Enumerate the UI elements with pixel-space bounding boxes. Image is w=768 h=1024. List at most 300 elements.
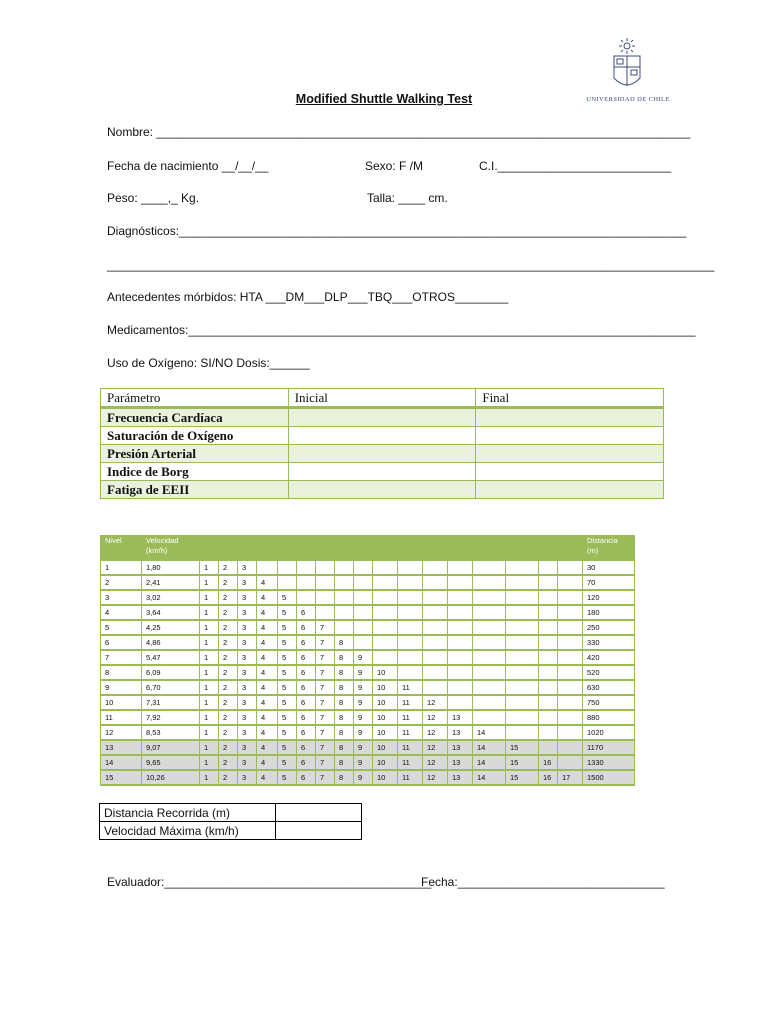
shuttle-cell[interactable]: 1: [200, 725, 219, 740]
shuttle-cell[interactable]: 2: [219, 561, 238, 576]
shuttle-cell[interactable]: 5: [278, 605, 297, 620]
level-number: 9: [101, 680, 142, 695]
shuttle-cell[interactable]: [473, 605, 506, 620]
shuttle-cell[interactable]: [398, 620, 423, 635]
shuttle-cell[interactable]: 10: [373, 680, 398, 695]
shuttle-cell[interactable]: [506, 665, 539, 680]
shuttle-cell[interactable]: 10: [373, 725, 398, 740]
shuttle-cell[interactable]: [506, 620, 539, 635]
shuttle-cell[interactable]: [398, 561, 423, 576]
shuttle-cell[interactable]: 6: [297, 620, 316, 635]
shuttle-cell[interactable]: 8: [335, 635, 354, 650]
shuttle-cell[interactable]: [558, 650, 583, 665]
shuttle-cell[interactable]: [354, 620, 373, 635]
shuttle-cell[interactable]: [423, 575, 448, 590]
field-nombre[interactable]: Nombre: ________________________________________________________________________________: [107, 125, 691, 139]
field-oxigeno[interactable]: Uso de Oxígeno: SI/NO Dosis:______: [107, 356, 310, 370]
shuttle-cell[interactable]: 10: [373, 695, 398, 710]
shuttle-cell[interactable]: 5: [278, 665, 297, 680]
level-table-header: [101, 536, 635, 561]
shuttle-cell[interactable]: 11: [398, 680, 423, 695]
shuttle-cell[interactable]: [354, 561, 373, 576]
shuttle-cell[interactable]: 13: [448, 770, 473, 785]
shuttle-cell[interactable]: 11: [398, 695, 423, 710]
shuttle-cell[interactable]: [558, 695, 583, 710]
final-value-cell[interactable]: [476, 481, 664, 499]
shuttle-cell[interactable]: 9: [354, 680, 373, 695]
shuttle-cell[interactable]: [297, 575, 316, 590]
level-speed: 4,25: [142, 620, 200, 635]
shuttle-cell[interactable]: 3: [238, 695, 257, 710]
shuttle-cell[interactable]: 7: [316, 695, 335, 710]
header-shuttle-blank: [297, 536, 316, 561]
shuttle-cell[interactable]: [448, 680, 473, 695]
shuttle-cell[interactable]: 6: [297, 755, 316, 770]
shuttle-cell[interactable]: [335, 620, 354, 635]
shuttle-cell[interactable]: [506, 695, 539, 710]
shuttle-cell[interactable]: 7: [316, 650, 335, 665]
shuttle-cell[interactable]: 13: [448, 725, 473, 740]
shuttle-cell[interactable]: 9: [354, 755, 373, 770]
shuttle-cell[interactable]: 3: [238, 755, 257, 770]
shuttle-cell[interactable]: [539, 575, 558, 590]
shuttle-cell[interactable]: 9: [354, 740, 373, 755]
shuttle-cell[interactable]: [354, 590, 373, 605]
shuttle-cell[interactable]: [316, 605, 335, 620]
shuttle-cell[interactable]: [539, 561, 558, 576]
shuttle-cell[interactable]: [473, 575, 506, 590]
shuttle-cell[interactable]: 8: [335, 770, 354, 785]
shuttle-cell[interactable]: [448, 650, 473, 665]
shuttle-cell[interactable]: [373, 635, 398, 650]
shuttle-cell[interactable]: [506, 605, 539, 620]
shuttle-cell[interactable]: 6: [297, 725, 316, 740]
shuttle-cell[interactable]: 2: [219, 635, 238, 650]
field-antecedentes[interactable]: Antecedentes mórbidos: HTA ___DM___DLP___TBQ___OTROS________: [107, 290, 509, 304]
field-diagnosticos-line2[interactable]: ___________________________________________________________________________________________: [107, 258, 715, 272]
shuttle-cell[interactable]: [448, 561, 473, 576]
shuttle-cell[interactable]: [448, 605, 473, 620]
level-distance: 750: [583, 695, 635, 710]
level-row: [101, 561, 635, 576]
shuttle-cell[interactable]: 3: [238, 605, 257, 620]
shuttle-cell[interactable]: 9: [354, 665, 373, 680]
shuttle-cell[interactable]: [539, 605, 558, 620]
shuttle-cell[interactable]: 8: [335, 650, 354, 665]
shuttle-cell[interactable]: [423, 605, 448, 620]
shuttle-cell[interactable]: 7: [316, 665, 335, 680]
shuttle-cell[interactable]: 17: [558, 770, 583, 785]
shuttle-cell[interactable]: 3: [238, 635, 257, 650]
shuttle-cell[interactable]: [506, 710, 539, 725]
shuttle-cell[interactable]: [423, 635, 448, 650]
field-medicamentos[interactable]: Medicamentos:____________________________________________________________________________: [107, 323, 696, 337]
shuttle-cell[interactable]: [335, 575, 354, 590]
shuttle-cell[interactable]: 15: [506, 770, 539, 785]
shuttle-cell[interactable]: 11: [398, 725, 423, 740]
shuttle-cell[interactable]: 5: [278, 770, 297, 785]
final-value-cell[interactable]: [476, 463, 664, 481]
shuttle-cell[interactable]: 14: [473, 770, 506, 785]
level-speed: 5,47: [142, 650, 200, 665]
shuttle-cell[interactable]: [473, 561, 506, 576]
shuttle-cell[interactable]: [558, 620, 583, 635]
shuttle-cell[interactable]: [506, 561, 539, 576]
shuttle-cell[interactable]: [423, 680, 448, 695]
shuttle-cell[interactable]: 8: [335, 695, 354, 710]
shuttle-cell[interactable]: [473, 635, 506, 650]
shuttle-cell[interactable]: [278, 575, 297, 590]
shuttle-cell[interactable]: [423, 620, 448, 635]
shuttle-cell[interactable]: 15: [506, 755, 539, 770]
shuttle-cell[interactable]: 11: [398, 710, 423, 725]
shuttle-cell[interactable]: 6: [297, 770, 316, 785]
final-value-cell[interactable]: [476, 427, 664, 445]
shuttle-cell[interactable]: 4: [257, 620, 278, 635]
shuttle-cell[interactable]: 1: [200, 635, 219, 650]
shuttle-cell[interactable]: 1: [200, 770, 219, 785]
shuttle-cell[interactable]: 1: [200, 710, 219, 725]
shuttle-cell[interactable]: [423, 665, 448, 680]
shuttle-cell[interactable]: 3: [238, 665, 257, 680]
shuttle-cell[interactable]: 5: [278, 710, 297, 725]
shuttle-cell[interactable]: 12: [423, 725, 448, 740]
field-talla[interactable]: Talla: ____ cm.: [367, 191, 448, 205]
shuttle-cell[interactable]: [423, 561, 448, 576]
shuttle-cell[interactable]: 8: [335, 710, 354, 725]
shuttle-cell[interactable]: 14: [473, 755, 506, 770]
shuttle-cell[interactable]: 3: [238, 575, 257, 590]
shuttle-cell[interactable]: 2: [219, 590, 238, 605]
shuttle-cell[interactable]: 5: [278, 680, 297, 695]
shuttle-cell[interactable]: [539, 620, 558, 635]
shuttle-cell[interactable]: [373, 620, 398, 635]
shuttle-cell[interactable]: [539, 725, 558, 740]
shuttle-cell[interactable]: [558, 590, 583, 605]
level-row: [101, 650, 635, 665]
initial-value-cell[interactable]: [288, 463, 476, 481]
shuttle-cell[interactable]: [423, 590, 448, 605]
shuttle-cell[interactable]: 4: [257, 665, 278, 680]
shuttle-cell[interactable]: [398, 650, 423, 665]
shuttle-cell[interactable]: [539, 635, 558, 650]
shuttle-cell[interactable]: 15: [506, 740, 539, 755]
shuttle-cell[interactable]: 5: [278, 620, 297, 635]
field-ci[interactable]: C.I.__________________________: [479, 159, 672, 173]
shuttle-cell[interactable]: 5: [278, 695, 297, 710]
shuttle-cell[interactable]: 9: [354, 725, 373, 740]
summary-table: [99, 803, 362, 840]
shuttle-cell[interactable]: [398, 590, 423, 605]
shuttle-cell[interactable]: [448, 665, 473, 680]
shuttle-cell[interactable]: [539, 665, 558, 680]
shuttle-cell[interactable]: 7: [316, 770, 335, 785]
shuttle-cell[interactable]: [473, 650, 506, 665]
shuttle-cell[interactable]: 4: [257, 725, 278, 740]
shuttle-cell[interactable]: 6: [297, 605, 316, 620]
shuttle-cell[interactable]: 5: [278, 635, 297, 650]
shuttle-cell[interactable]: [373, 650, 398, 665]
shuttle-cell[interactable]: [297, 590, 316, 605]
shuttle-cell[interactable]: [473, 680, 506, 695]
shuttle-cell[interactable]: 4: [257, 590, 278, 605]
shuttle-cell[interactable]: [335, 605, 354, 620]
shuttle-cell[interactable]: 4: [257, 710, 278, 725]
shuttle-cell[interactable]: 6: [297, 650, 316, 665]
shuttle-cell[interactable]: 7: [316, 740, 335, 755]
shuttle-cell[interactable]: 12: [423, 770, 448, 785]
shuttle-cell[interactable]: [539, 710, 558, 725]
shuttle-cell[interactable]: [316, 561, 335, 576]
shuttle-cell[interactable]: [398, 605, 423, 620]
field-fecha-nacimiento[interactable]: Fecha de nacimiento __/__/__: [107, 159, 269, 173]
shuttle-cell[interactable]: 7: [316, 755, 335, 770]
field-sexo[interactable]: Sexo: F /M: [365, 159, 424, 173]
shuttle-cell[interactable]: 3: [238, 650, 257, 665]
shuttle-cell[interactable]: [558, 710, 583, 725]
level-row: [101, 695, 635, 710]
shuttle-cell[interactable]: 1: [200, 590, 219, 605]
shuttle-cell[interactable]: [558, 575, 583, 590]
shuttle-cell[interactable]: [398, 665, 423, 680]
shuttle-cell[interactable]: 2: [219, 620, 238, 635]
shuttle-cell[interactable]: 1: [200, 755, 219, 770]
shuttle-cell[interactable]: [558, 561, 583, 576]
shuttle-cell[interactable]: 9: [354, 650, 373, 665]
shuttle-cell[interactable]: [558, 665, 583, 680]
shuttle-cell[interactable]: 1: [200, 605, 219, 620]
shuttle-cell[interactable]: 14: [473, 725, 506, 740]
shuttle-cell[interactable]: [316, 575, 335, 590]
level-number: 12: [101, 725, 142, 740]
shuttle-cell[interactable]: 4: [257, 755, 278, 770]
shuttle-cell[interactable]: 4: [257, 695, 278, 710]
shuttle-cell[interactable]: 8: [335, 755, 354, 770]
shuttle-cell[interactable]: 16: [539, 770, 558, 785]
shuttle-cell[interactable]: 2: [219, 605, 238, 620]
shuttle-cell[interactable]: 2: [219, 665, 238, 680]
shuttle-cell[interactable]: [558, 740, 583, 755]
shuttle-cell[interactable]: [373, 575, 398, 590]
shuttle-cell[interactable]: 2: [219, 725, 238, 740]
initial-value-cell[interactable]: [288, 481, 476, 499]
shuttle-cell[interactable]: 13: [448, 710, 473, 725]
shuttle-cell[interactable]: [354, 605, 373, 620]
shuttle-cell[interactable]: 1: [200, 650, 219, 665]
shuttle-cell[interactable]: [558, 725, 583, 740]
shuttle-cell[interactable]: 9: [354, 770, 373, 785]
shuttle-cell[interactable]: [539, 740, 558, 755]
shuttle-cell[interactable]: [473, 710, 506, 725]
initial-value-cell[interactable]: [288, 408, 476, 427]
shuttle-cell[interactable]: 2: [219, 710, 238, 725]
shuttle-cell[interactable]: [316, 590, 335, 605]
shuttle-cell[interactable]: [373, 590, 398, 605]
shuttle-cell[interactable]: 5: [278, 755, 297, 770]
parameter-row: [101, 481, 664, 499]
field-diagnosticos[interactable]: Diagnósticos:____________________________________________________________________________: [107, 224, 687, 238]
shuttle-cell[interactable]: [473, 695, 506, 710]
shuttle-cell[interactable]: [373, 605, 398, 620]
level-row: [101, 740, 635, 755]
shuttle-cell[interactable]: 7: [316, 680, 335, 695]
shuttle-cell[interactable]: 8: [335, 725, 354, 740]
shuttle-cell[interactable]: [558, 755, 583, 770]
shuttle-cell[interactable]: 6: [297, 680, 316, 695]
shuttle-cell[interactable]: 10: [373, 740, 398, 755]
shuttle-cell[interactable]: [335, 561, 354, 576]
shuttle-cell[interactable]: 10: [373, 770, 398, 785]
shuttle-cell[interactable]: [448, 575, 473, 590]
shuttle-cell[interactable]: 7: [316, 635, 335, 650]
shuttle-cell[interactable]: 4: [257, 635, 278, 650]
shuttle-cell[interactable]: 12: [423, 695, 448, 710]
header-shuttle-blank: [473, 536, 506, 561]
initial-value-cell[interactable]: [288, 445, 476, 463]
shuttle-cell[interactable]: [558, 635, 583, 650]
shuttle-cell[interactable]: 10: [373, 665, 398, 680]
shuttle-cell[interactable]: 9: [354, 710, 373, 725]
shuttle-cell[interactable]: 3: [238, 561, 257, 576]
shuttle-cell[interactable]: 8: [335, 680, 354, 695]
shuttle-cell[interactable]: 3: [238, 725, 257, 740]
shuttle-cell[interactable]: 2: [219, 755, 238, 770]
shuttle-cell[interactable]: [506, 635, 539, 650]
field-peso[interactable]: Peso: ____,_ Kg.: [107, 191, 200, 205]
shuttle-cell[interactable]: 1: [200, 561, 219, 576]
shuttle-cell[interactable]: [398, 635, 423, 650]
shuttle-cell[interactable]: 12: [423, 755, 448, 770]
shuttle-cell[interactable]: [539, 650, 558, 665]
shuttle-cell[interactable]: [539, 695, 558, 710]
shuttle-cell[interactable]: 6: [297, 710, 316, 725]
header-shuttle-blank: [373, 536, 398, 561]
header-shuttle-blank: [423, 536, 448, 561]
shuttle-cell[interactable]: [354, 575, 373, 590]
summary-value-cell[interactable]: [276, 804, 362, 822]
level-distance: 30: [583, 561, 635, 576]
shuttle-cell[interactable]: 4: [257, 770, 278, 785]
final-value-cell[interactable]: [476, 445, 664, 463]
shuttle-cell[interactable]: 6: [297, 665, 316, 680]
shuttle-cell[interactable]: 2: [219, 575, 238, 590]
shuttle-cell[interactable]: 5: [278, 725, 297, 740]
initial-value-cell[interactable]: [288, 427, 476, 445]
shuttle-cell[interactable]: 8: [335, 665, 354, 680]
shuttle-cell[interactable]: 12: [423, 710, 448, 725]
shuttle-cell[interactable]: 5: [278, 740, 297, 755]
shuttle-cell[interactable]: 11: [398, 755, 423, 770]
shuttle-cell[interactable]: 1: [200, 620, 219, 635]
field-fecha[interactable]: Fecha:_______________________________: [421, 875, 665, 889]
shuttle-cell[interactable]: [506, 590, 539, 605]
shuttle-cell[interactable]: 1: [200, 680, 219, 695]
shuttle-cell[interactable]: [398, 575, 423, 590]
shuttle-cell[interactable]: 13: [448, 740, 473, 755]
shuttle-cell[interactable]: 11: [398, 740, 423, 755]
shuttle-cell[interactable]: 5: [278, 650, 297, 665]
shuttle-cell[interactable]: 10: [373, 755, 398, 770]
shuttle-cell[interactable]: [506, 575, 539, 590]
shuttle-cell[interactable]: [473, 620, 506, 635]
shuttle-cell[interactable]: [297, 561, 316, 576]
shuttle-cell[interactable]: [539, 590, 558, 605]
shuttle-cell[interactable]: [473, 665, 506, 680]
shuttle-cell[interactable]: [257, 561, 278, 576]
field-evaluador[interactable]: Evaluador:________________________________________: [107, 875, 432, 889]
shuttle-cell[interactable]: [558, 605, 583, 620]
shuttle-cell[interactable]: 14: [473, 740, 506, 755]
shuttle-cell[interactable]: [448, 620, 473, 635]
shuttle-cell[interactable]: 5: [278, 590, 297, 605]
shuttle-cell[interactable]: 16: [539, 755, 558, 770]
shuttle-cell[interactable]: 3: [238, 710, 257, 725]
shuttle-cell[interactable]: 12: [423, 740, 448, 755]
shuttle-cell[interactable]: 9: [354, 695, 373, 710]
shuttle-cell[interactable]: 3: [238, 680, 257, 695]
shuttle-cell[interactable]: 10: [373, 710, 398, 725]
shuttle-cell[interactable]: [506, 725, 539, 740]
shuttle-cell[interactable]: [506, 650, 539, 665]
shuttle-cell[interactable]: 4: [257, 740, 278, 755]
shuttle-cell[interactable]: 1: [200, 665, 219, 680]
shuttle-cell[interactable]: 2: [219, 770, 238, 785]
shuttle-cell[interactable]: 2: [219, 695, 238, 710]
shuttle-cell[interactable]: [558, 680, 583, 695]
summary-value-cell[interactable]: [276, 822, 362, 840]
shuttle-cell[interactable]: 1: [200, 695, 219, 710]
shuttle-cell[interactable]: 3: [238, 740, 257, 755]
shuttle-cell[interactable]: 2: [219, 680, 238, 695]
shuttle-cell[interactable]: 6: [297, 635, 316, 650]
shuttle-cell[interactable]: [506, 680, 539, 695]
shuttle-cell[interactable]: 11: [398, 770, 423, 785]
header-shuttle-blank: [257, 536, 278, 561]
shuttle-cell[interactable]: 4: [257, 605, 278, 620]
shuttle-cell[interactable]: 6: [297, 740, 316, 755]
shuttle-cell[interactable]: [473, 590, 506, 605]
shuttle-cell[interactable]: 2: [219, 650, 238, 665]
shuttle-cell[interactable]: 7: [316, 620, 335, 635]
shuttle-cell[interactable]: 4: [257, 650, 278, 665]
shuttle-cell[interactable]: [423, 650, 448, 665]
shuttle-cell[interactable]: [448, 695, 473, 710]
shuttle-cell[interactable]: [448, 590, 473, 605]
level-row: [101, 725, 635, 740]
shuttle-cell[interactable]: 7: [316, 725, 335, 740]
shuttle-cell[interactable]: 2: [219, 740, 238, 755]
shuttle-cell[interactable]: 3: [238, 590, 257, 605]
shuttle-cell[interactable]: [278, 561, 297, 576]
shuttle-cell[interactable]: 3: [238, 620, 257, 635]
shuttle-cell[interactable]: 4: [257, 680, 278, 695]
shuttle-cell[interactable]: 8: [335, 740, 354, 755]
shuttle-cell[interactable]: 1: [200, 575, 219, 590]
shuttle-cell[interactable]: [539, 680, 558, 695]
shuttle-cell[interactable]: [335, 590, 354, 605]
final-value-cell[interactable]: [476, 408, 664, 427]
shuttle-cell[interactable]: 13: [448, 755, 473, 770]
shuttle-cell[interactable]: 4: [257, 575, 278, 590]
shuttle-cell[interactable]: [448, 635, 473, 650]
shuttle-cell[interactable]: 6: [297, 695, 316, 710]
header-shuttle-blank: [506, 536, 539, 561]
shuttle-cell[interactable]: 7: [316, 710, 335, 725]
shuttle-cell[interactable]: 1: [200, 740, 219, 755]
shuttle-cell[interactable]: [354, 635, 373, 650]
shuttle-cell[interactable]: 3: [238, 770, 257, 785]
shuttle-cell[interactable]: [373, 561, 398, 576]
